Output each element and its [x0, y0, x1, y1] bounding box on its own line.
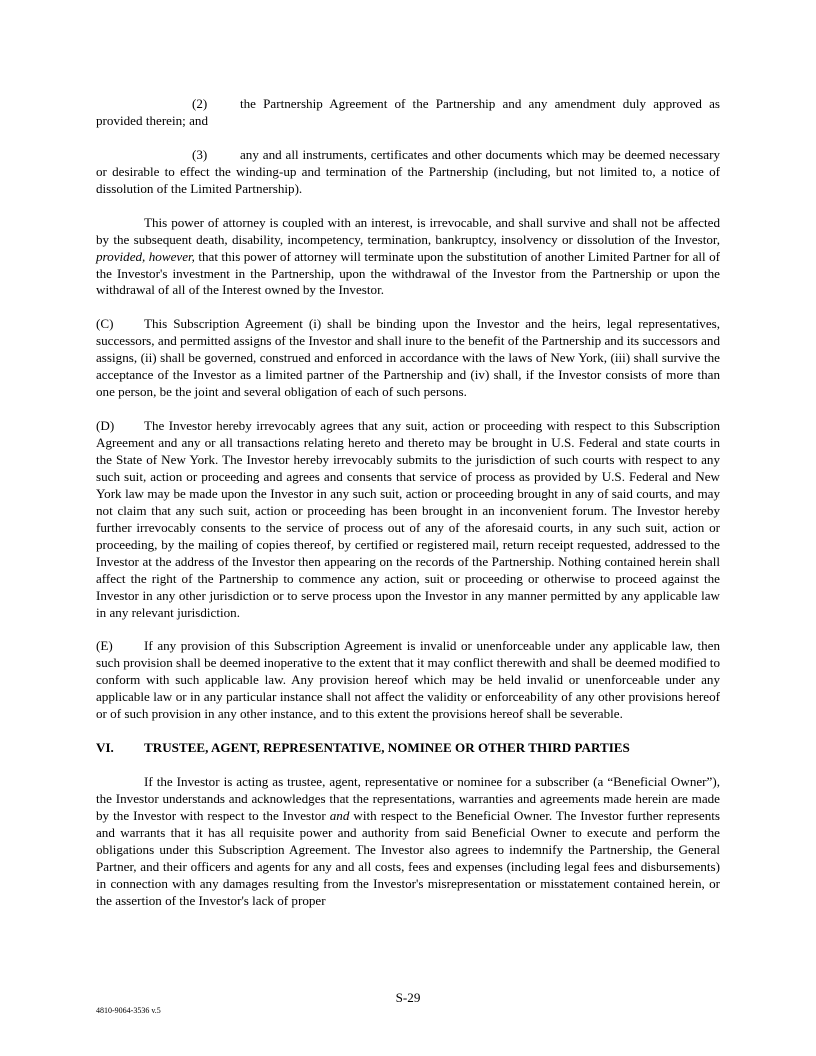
section-title: TRUSTEE, AGENT, REPRESENTATIVE, NOMINEE OR OTHER THIRD PARTIES	[144, 740, 630, 756]
list-item-text: any and all instruments, certificates and other documents which may be deemed necessary or desirable to effect the winding-up and termination of the Partnership (including, but not limited to, a notice of dissolution of the Limited Partnership).	[96, 146, 720, 196]
clause-label: (C)	[96, 316, 114, 332]
list-item-3	[96, 147, 720, 198]
list-item-2	[96, 96, 720, 130]
power-of-attorney-paragraph: This power of attorney is coupled with an interest, is irrevocable, and shall survive and shall not be affected by the subsequent death, disability, incompetency, termination, bankruptcy, insolvency or dissolution of the Investor, provided, however, that this power of attorney will terminate upon the substitution of another Limited Partner for all of the Investor's investment in the Partnership, upon the withdrawal of the Investor from the Partnership or upon the withdrawal of all of the Interest owned by the Investor.	[96, 214, 720, 298]
clause-label: (D)	[96, 418, 115, 434]
clause-text: The Investor hereby irrevocably agrees that any suit, action or proceeding with respect to this Subscription Agreement and any or all transactions relating hereto and thereto may be brought in U.S. Federal and state courts in the State of New York. The Investor hereby irrevocably submits to the jurisdiction of such courts with respect to any such suit, action or proceeding and agrees and consents that service of process as provided by U.S. Federal and New York law may be made upon the Investor in any such suit, action or proceeding brought in any of said courts, and may not claim that any such suit, action or proceeding has been brought in an inconvenient forum. The Investor hereby further irrevocably consents to the service of process out of any of the aforesaid courts, in any such suit, action or proceeding, by the mailing of copies thereof, by certified or registered mail, return receipt requested, addressed to the Investor at the address of the Investor then appearing on the records of the Partnership. Nothing contained herein shall affect the right of the Partnership to commence any action, suit or proceeding or otherwise to proceed against the Investor in any other jurisdiction or to serve process upon the Investor in any manner permitted by any applicable law in any relevant jurisdiction.	[96, 418, 720, 620]
clause-c	[96, 316, 720, 401]
clause-text: This Subscription Agreement (i) shall be binding upon the Investor and the heirs, legal representatives, successors, and permitted assigns of the Investor and shall inure to the benefit of the Partnership and its successors and assigns, (ii) shall be governed, construed and enforced in accordance with the laws of New York, (iii) shall survive the acceptance of the Investor as a limited partner of the Partnership and (iv) shall, if the Investor consists of more than one person, be the joint and several obligation of each of such persons.	[96, 316, 720, 400]
clause-e	[96, 638, 720, 723]
italic-text: and	[329, 807, 350, 823]
section-number: VI.	[96, 740, 114, 756]
clause-text: If any provision of this Subscription Agreement is invalid or unenforceable under any applicable law, then such provision shall be deemed inoperative to the extent that it may conflict therewith and shall be deemed modified to conform with such applicable law. Any provision hereof which may be held invalid or unenforceable under any applicable law or in any particular instance shall not affect the validity or enforceability of any other provisions hereof or of such provision in any other instance, and to this extent the provisions hereof shall be severable.	[96, 638, 720, 722]
section-heading	[96, 740, 720, 757]
italic-text: provided, however,	[96, 248, 195, 264]
list-item-number: (2)	[192, 96, 208, 111]
list-item-text: the Partnership Agreement of the Partnership and any amendment duly approved as provided therein; and	[96, 96, 720, 128]
clause-d	[96, 418, 720, 621]
document-body	[96, 96, 720, 910]
list-item-number: (3)	[192, 146, 208, 162]
document-id: 4810-9064-3536 v.5	[96, 1006, 161, 1015]
page-number: S-29	[395, 990, 421, 1005]
trustee-paragraph: If the Investor is acting as trustee, agent, representative or nominee for a subscriber (a “Beneficial Owner”), the Investor understands and acknowledges that the representations, warranties and agreements made herein are made by the Investor with respect to the Investor and with respect to the Beneficial Owner. The Investor further represents and warrants that it has all requisite power and authority from said Beneficial Owner to execute and perform the obligations under this Subscription Agreement. The Investor also agrees to indemnify the Partnership, the General Partner, and their officers and agents for any and all costs, fees and expenses (including legal fees and disbursements) in connection with any damages resulting from the Investor's misrepresentation or misstatement contained herein, or the assertion of the Investor's lack of proper	[96, 774, 720, 908]
clause-label: (E)	[96, 638, 113, 654]
